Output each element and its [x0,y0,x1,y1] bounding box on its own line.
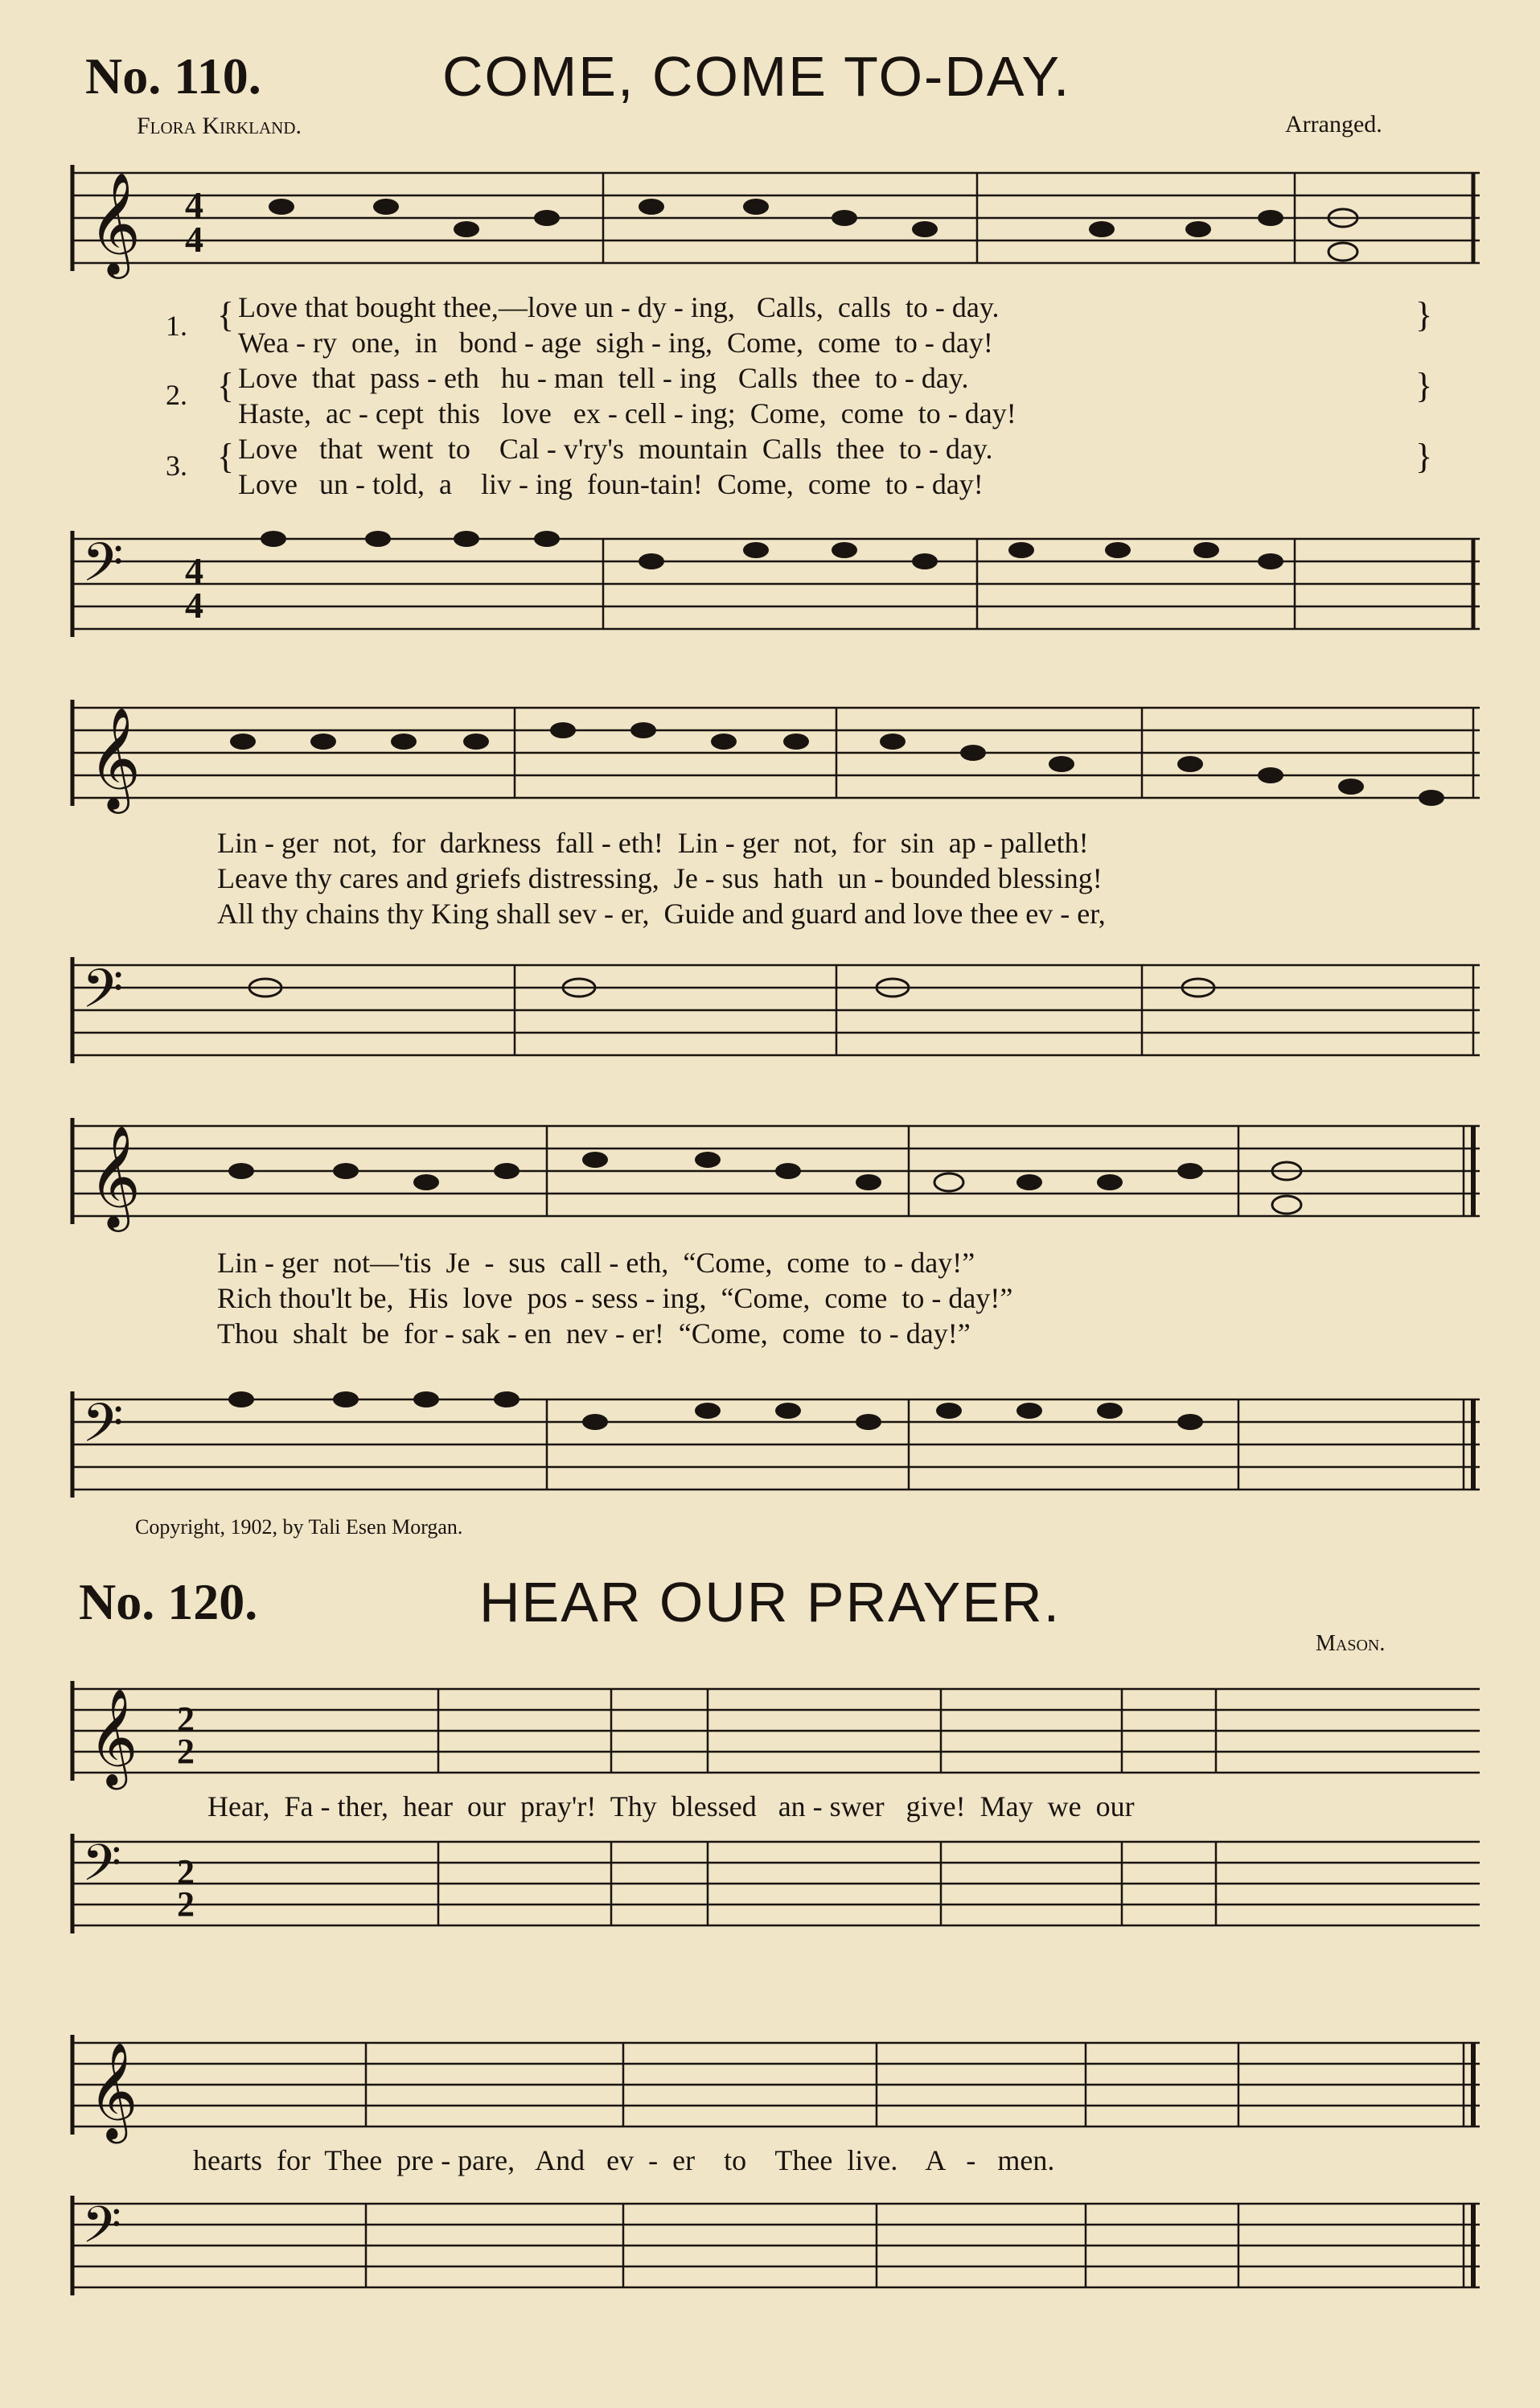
hymn-110-arranger: Arranged. [1285,111,1382,138]
hymn-110-system-2-bass-staff [64,949,1480,1078]
refrain-1-line-2: Leave thy cares and griefs distressing, Je - sus hath un - bounded blessing! [217,862,1103,894]
hymn-120-system-1-bass-staff [64,1826,1480,1946]
hymn-120-lyric-line-2: hearts for Thee pre - pare, And ev - er to Thee live. A - men. [193,2144,1055,2176]
verse-2-line-1: Love that pass - eth hu - man tell - ing Calls thee to - day. [238,362,969,394]
hymn-110-number: No. 110. [85,47,261,105]
verse-brace-2-right: } [1415,366,1433,405]
verse-1-line-1: Love that bought thee,—love un - dy - ing, Calls, calls to - day. [238,291,1000,323]
verse-1-line-2: Wea - ry one, in bond - age sigh - ing, Come, come to - day! [238,327,993,359]
hymn-110-system-2-treble-staff [64,692,1480,820]
svg-text:𝄢: 𝄢 [82,1392,124,1467]
refrain-1-line-1: Lin - ger not, for darkness fall - eth! Lin - ger not, for sin ap - palleth! [217,827,1089,859]
verse-number-3: 3. [166,450,187,482]
refrain-1-line-3: All thy chains thy King shall sev - er, Guide and guard and love thee ev - er, [217,898,1106,930]
refrain-2-line-2: Rich thou'lt be, His love pos - sess - ing, “Come, come to - day!” [217,1282,1013,1314]
refrain-2-line-3: Thou shalt be for - sak - en nev - er! “Come, come to - day!” [217,1317,971,1350]
verse-number-2: 2. [166,379,187,411]
svg-text:2: 2 [177,1699,195,1739]
refrain-2-line-1: Lin - ger not—'tis Je - sus call - eth, “Come, come to - day!” [217,1247,975,1279]
hymn-120-system-2-bass-staff [64,2188,1480,2308]
svg-text:𝄞: 𝄞 [88,2041,138,2139]
svg-text:𝄞: 𝄞 [88,706,142,809]
svg-text:4: 4 [185,550,203,591]
verse-brace-2: { [217,366,235,405]
hymn-120-system-1-treble-staff [64,1673,1480,1794]
hymn-110-system-1-bass-staff [64,523,1480,668]
hymn-110-system-1-treble-staff [64,157,1480,286]
hymn-110-author: Flora Kirkland. [137,113,302,139]
hymn-120-number: No. 120. [79,1573,258,1630]
svg-text:2: 2 [177,1732,195,1771]
copyright-notice: Copyright, 1902, by Tali Esen Morgan. [135,1515,463,1539]
verse-brace-1-right: } [1415,295,1433,335]
verse-2-line-2: Haste, ac - cept this love ex - cell - ing; Come, come to - day! [238,397,1016,429]
hymn-120-composer: Mason. [1316,1631,1386,1656]
svg-text:𝄞: 𝄞 [88,1687,138,1785]
svg-text:4: 4 [185,184,203,225]
hymn-120-title: HEAR OUR PRAYER. [479,1571,1062,1633]
hymn-120-lyric-line-1: Hear, Fa - ther, hear our pray'r! Thy blessed an - swer give! May we our [207,1790,1135,1822]
verse-3-line-1: Love that went to Cal - v'ry's mountain Calls thee to - day. [238,433,993,465]
hymn-110-system-3-bass-staff [64,1383,1480,1512]
hymn-110-title: COME, COME TO-DAY. [442,45,1071,108]
verse-number-1: 1. [166,310,187,342]
svg-text:𝄞: 𝄞 [88,1124,142,1227]
svg-text:4: 4 [185,219,203,260]
verse-3-line-2: Love un - told, a liv - ing foun-tain! Come, come to - day! [238,468,984,500]
svg-text:4: 4 [185,585,203,626]
svg-text:𝄢: 𝄢 [82,532,124,606]
svg-text:𝄢: 𝄢 [82,958,124,1033]
svg-text:𝄢: 𝄢 [82,2195,121,2266]
hymn-110-system-3-treble-staff [64,1110,1480,1239]
svg-text:𝄢: 𝄢 [82,1833,121,1905]
verse-brace-3-right: } [1415,437,1433,476]
verse-brace-3: { [217,437,235,476]
svg-text:2: 2 [177,1852,195,1892]
svg-text:2: 2 [177,1884,195,1924]
svg-text:𝄞: 𝄞 [88,171,142,274]
hymn-120-system-2-treble-staff [64,2027,1480,2147]
verse-brace-1: { [217,295,235,335]
